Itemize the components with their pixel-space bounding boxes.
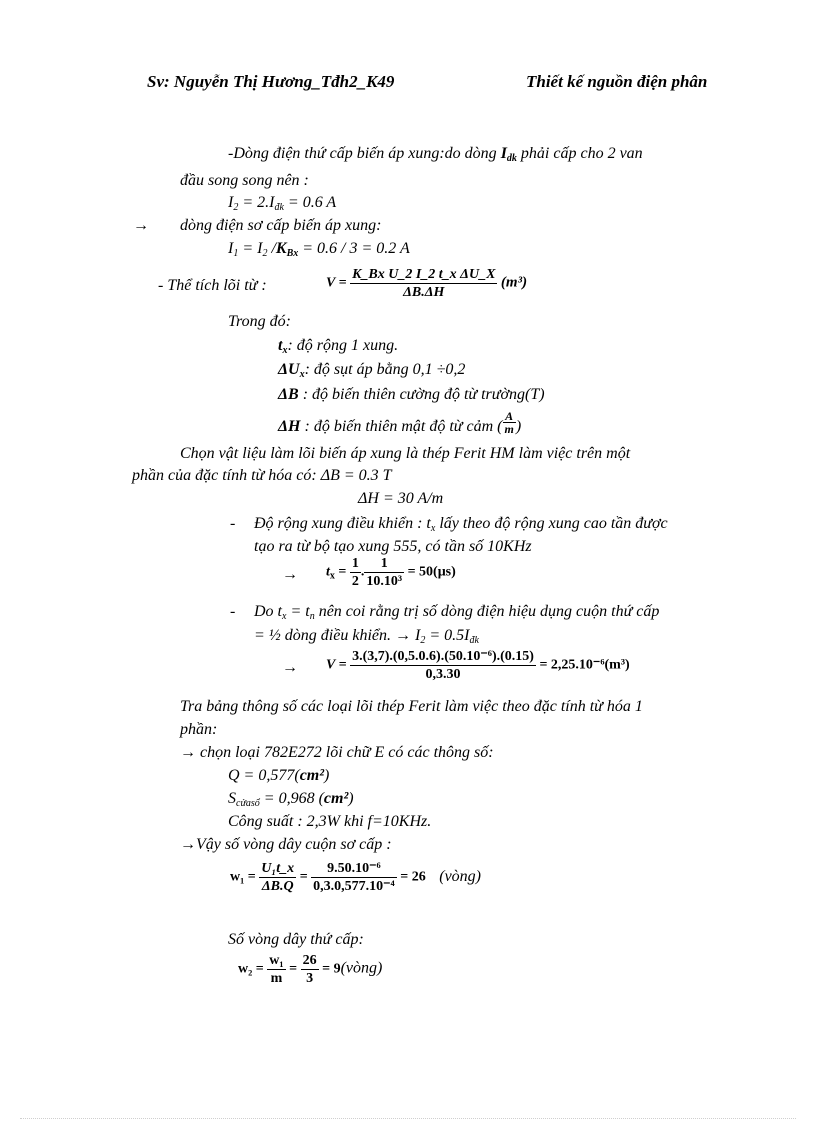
symbol-i-dk: $I_{dk}$ — [500, 145, 517, 164]
bullet-dash: - — [230, 603, 236, 620]
text-line: -Dòng điện thứ cấp biến áp xung:do dòng $I_{dk}$ phải cấp cho 2 van — [228, 145, 643, 164]
text-line: - Thể tích lõi từ : — [158, 277, 267, 294]
param-q: Q = 0,577(cm²) — [228, 767, 330, 784]
text-line: tạo ra từ bộ tạo xung 555, có tần số 10KHz — [254, 538, 532, 555]
text-line: phần của đặc tính từ hóa có: ΔB = 0.3 T — [132, 467, 392, 484]
equation-i2: $I_2 = 2.I_{đk} = 0.6$ A — [228, 194, 337, 213]
definition-dux: $\Delta U_x$: độ sụt áp bằng 0,1 ÷0,2 — [278, 361, 466, 380]
param-power: Công suất : 2,3W khi f=10KHz. — [228, 813, 432, 830]
text-line: Độ rộng xung điều khiển : $t_x$ lấy theo độ rộng xung cao tần được — [254, 515, 668, 534]
formula-volume-value: V = $\frac{\text{3.(3,7).(0,5.0.6).(50.10⁻⁶).(0.15)}}{0,3.30}$ = 2,25.10⁻⁶(m³) — [326, 649, 630, 682]
text-line: Tra bảng thông số các loại lõi thép Ferit làm việc theo đặc tính từ hóa 1 — [180, 698, 643, 715]
arrow-icon: → — [282, 566, 298, 583]
arrow-icon: → — [133, 217, 149, 234]
text-line: đầu song song nên : — [180, 172, 309, 189]
text-line: dòng điện sơ cấp biến áp xung: — [180, 217, 382, 234]
formula-tx: $t_x$ = $\frac{1}{2}$ . $\frac{1}{\text{10.10³}}$ = 50(μs) — [326, 556, 456, 589]
page-bottom-border — [20, 1118, 796, 1119]
param-s-window: $S_{cửasổ} = 0,968$ (cm²) — [228, 790, 354, 809]
equation-i1: $I_1 = I_2$ $/K_{Bx} = 0.6 / 3 = 0.2$ A — [228, 240, 410, 259]
bullet-dash: - — [230, 515, 236, 532]
formula-w1: w₁ = $\frac{\text{U₁t\_x}}{\Delta B.Q}$ = $\frac{\text{9.50.10⁻⁶}}{\text{0,3.0,577.10⁻⁴}}$ = 26 (vòng) — [230, 861, 482, 894]
arrow-icon: → — [282, 659, 298, 676]
text-line: Số vòng dây thứ cấp: — [228, 931, 364, 948]
text-line: →Vậy số vòng dây cuộn sơ cấp : — [180, 836, 392, 853]
text-line: Chọn vật liệu làm lõi biến áp xung là thép Ferit HM làm việc trên một — [180, 445, 631, 462]
definition-db: ΔB : độ biến thiên cường độ từ trường(T) — [278, 386, 545, 403]
text-line: Do $t_x = t_n$ nên coi rằng trị số dòng điện hiệu dụng cuộn thứ cấp — [254, 603, 660, 622]
definition-tx: $t_x$: độ rộng 1 xung. — [278, 337, 399, 356]
formula-volume: V = $\frac{\text{K\_Bx U\_2 I\_2 t\_x ΔU\_X}}{\Delta B.\Delta H}$ (m³) — [326, 267, 528, 300]
text-line: = ½ dòng điều khiển. → $I_2 = 0.5I_{đk}$ — [254, 627, 479, 646]
header-title: Thiết kế nguồn điện phân — [526, 72, 708, 91]
text-line: → chọn loại 782E272 lõi chữ E có các thông số: — [180, 744, 494, 761]
text-line: phần: — [180, 721, 218, 738]
header-author: Sv: Nguyễn Thị Hương_Tđh2_K49 — [147, 72, 395, 91]
text-line: Trong đó: — [228, 313, 291, 330]
definition-dh: ΔH : độ biến thiên mật độ từ cảm ( $\frac{A}{m}$ ) — [278, 409, 522, 436]
text-line: ΔH = 30 A/m — [358, 490, 444, 507]
formula-w2: w₂ = $\frac{\text{w₁}}{m}$ = $\frac{26}{3}$ = 9(vòng) — [238, 953, 383, 986]
